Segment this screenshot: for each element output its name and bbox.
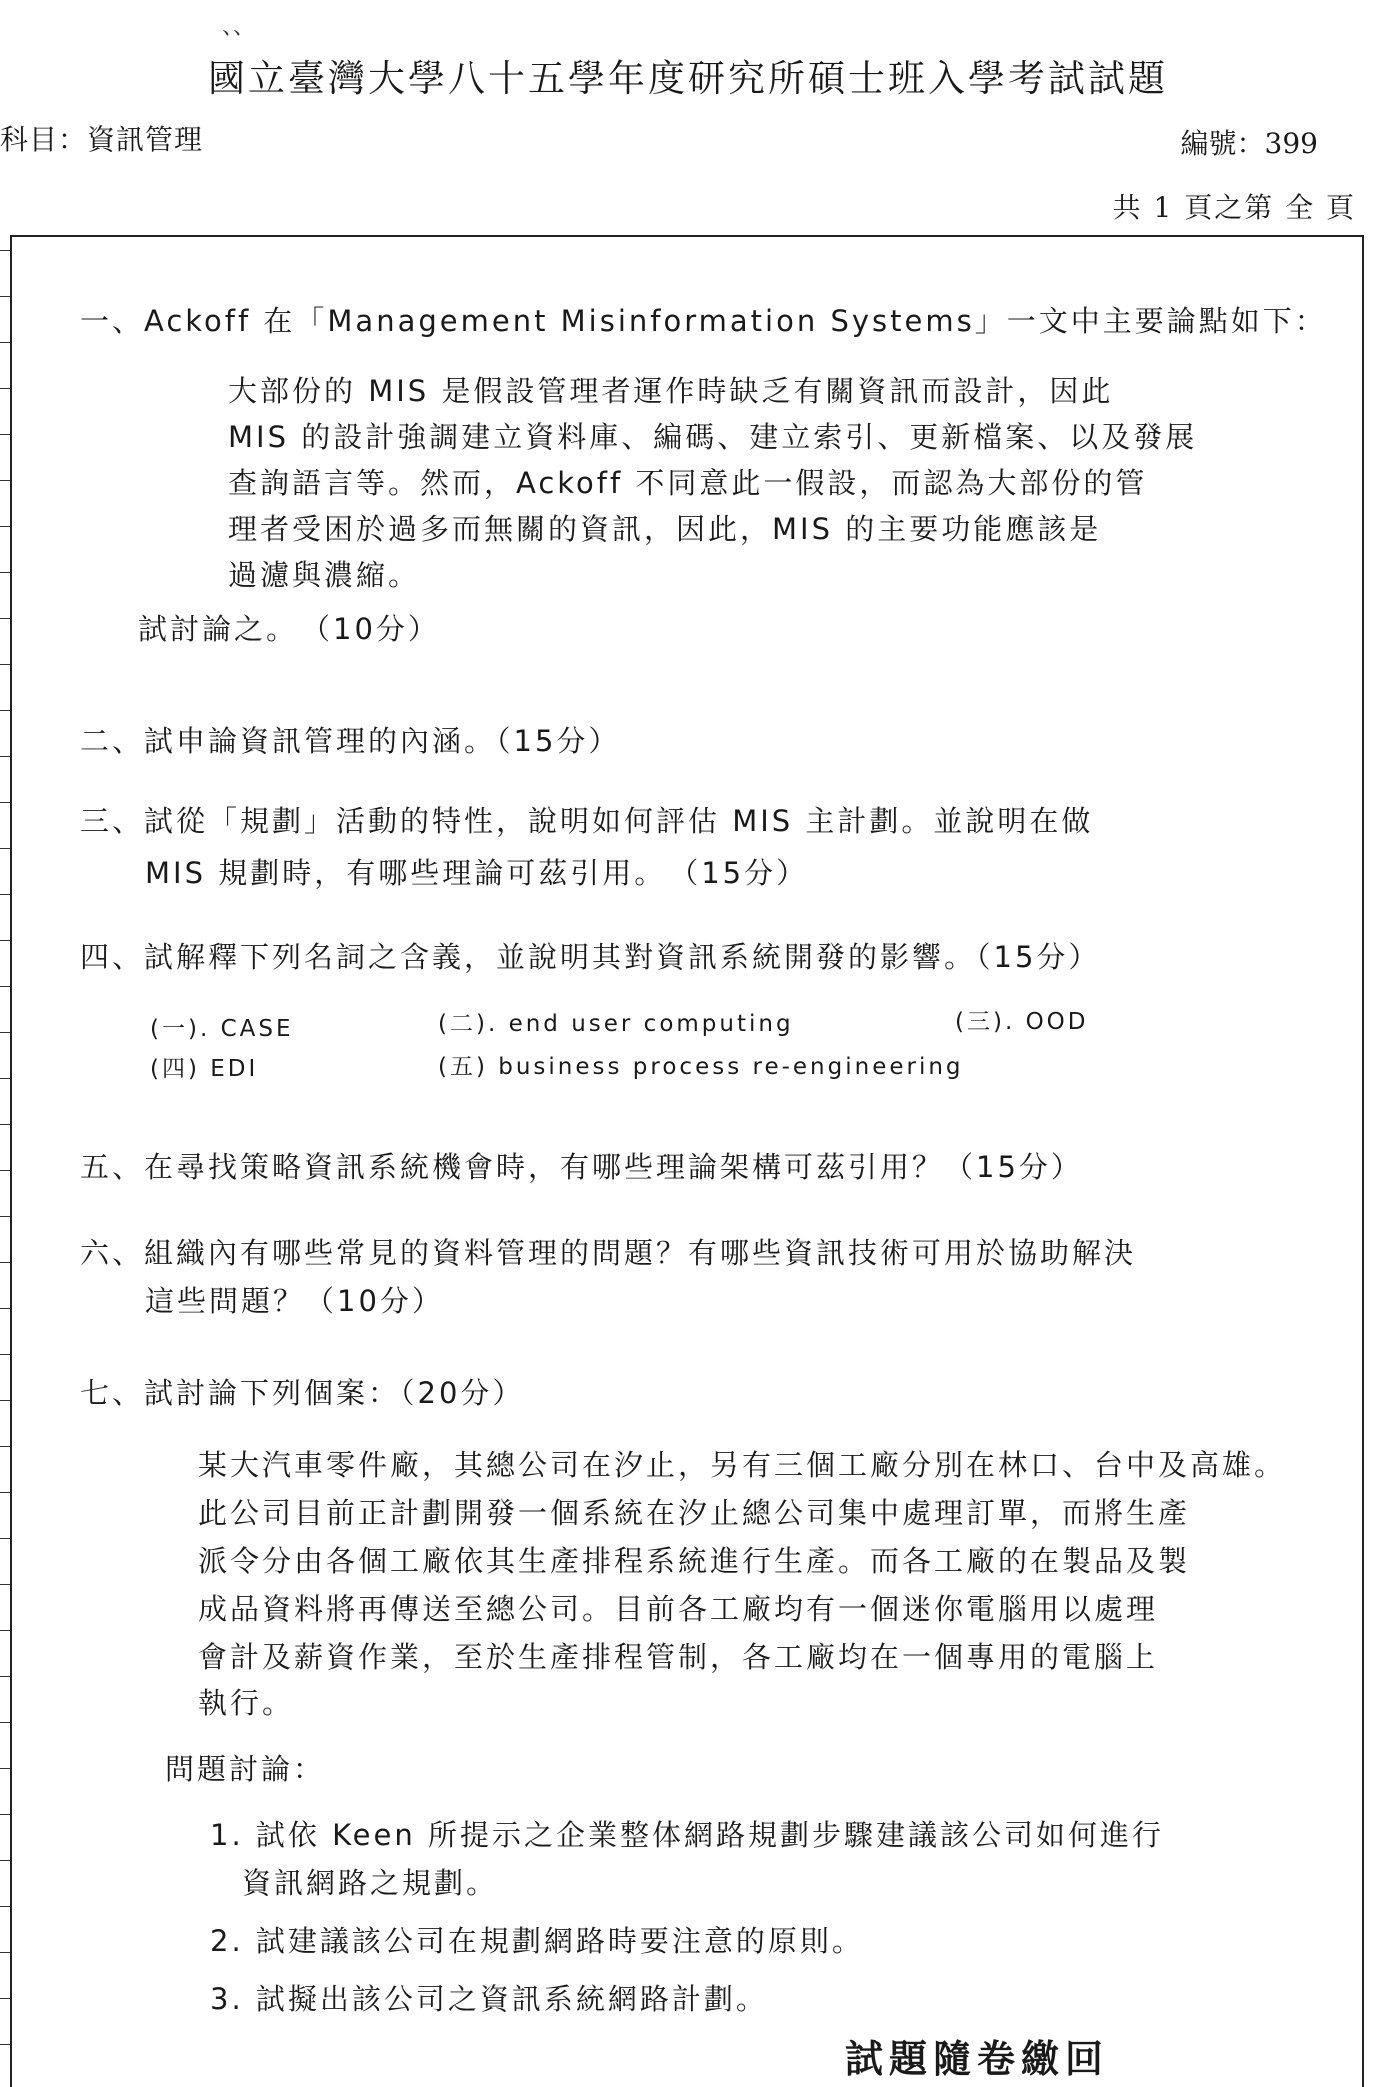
ruler-tick <box>0 1630 10 1631</box>
q1-intro: 一、Ackoff 在「Management Misinformation Systems」一文中主要論點如下： <box>80 304 1327 338</box>
q4-term: (二). end user computing <box>438 1011 794 1037</box>
ruler-tick <box>0 342 10 343</box>
margin-mark: 、、 <box>222 15 256 40</box>
ruler-tick <box>0 756 10 757</box>
ruler-tick <box>0 1446 10 1447</box>
q3-line: 三、試從「規劃」活動的特性，說明如何評估 MIS 主計劃。並說明在做 <box>80 804 1094 838</box>
q4-term: (三). OOD <box>955 1009 1089 1035</box>
q7-title: 七、試討論下列個案：（20分） <box>80 1376 525 1410</box>
ruler-tick <box>0 940 10 941</box>
ruler-tick <box>0 434 10 435</box>
q7-item: 3. 試擬出該公司之資訊系統網路計劃。 <box>210 1982 768 2016</box>
ruler-tick <box>0 296 10 297</box>
ruler-tick <box>0 1032 10 1033</box>
ruler-tick <box>0 1170 10 1171</box>
q4-term: (五) business process re-engineering <box>438 1054 964 1080</box>
ruler-tick <box>0 250 10 251</box>
q7-item: 資訊網路之規劃。 <box>242 1866 499 1900</box>
q1-body-line: 查詢語言等。然而，Ackoff 不同意此一假設，而認為大部份的管 <box>228 466 1148 500</box>
ruler-tick <box>0 1538 10 1539</box>
q7-case-line: 成品資料將再傳送至總公司。目前各工廠均有一個迷你電腦用以處理 <box>198 1592 1159 1626</box>
q4-text: 四、試解釋下列名詞之含義，並說明其對資訊系統開發的影響。（15分） <box>80 940 1101 974</box>
ruler-tick <box>0 664 10 665</box>
exam-code: 編號：399 <box>1180 127 1318 160</box>
ruler-tick <box>0 986 10 987</box>
q7-case-line: 執行。 <box>198 1686 295 1720</box>
q1-body-line: 大部份的 MIS 是假設管理者運作時缺乏有關資訊而設計，因此 <box>228 374 1114 408</box>
q7-discussion-label: 問題討論： <box>165 1752 326 1786</box>
q1-task: 試討論之。 （10分） <box>138 612 440 646</box>
ruler-tick <box>0 1814 10 1815</box>
q2-text: 二、試申論資訊管理的內涵。（15分） <box>80 724 621 758</box>
q1-body-line: 過濾與濃縮。 <box>228 558 421 592</box>
ruler-tick <box>0 1676 10 1677</box>
q7-case-line: 此公司目前正計劃開發一個系統在汐止總公司集中處理訂單，而將生產 <box>198 1496 1191 1530</box>
ruler-tick <box>0 1860 10 1861</box>
q1-body-line: MIS 的設計強調建立資料庫、編碼、建立索引、更新檔案、以及發展 <box>228 420 1198 454</box>
page-info: 共 1 頁之第 全 頁 <box>1112 191 1356 224</box>
ruler-tick <box>0 1492 10 1493</box>
q7-item: 1. 試依 Keen 所提示之企業整体網路規劃步驟建議該公司如何進行 <box>210 1818 1164 1852</box>
q7-item: 2. 試建議該公司在規劃網路時要注意的原則。 <box>210 1924 864 1958</box>
ruler-tick <box>0 1354 10 1355</box>
ruler-tick <box>0 1216 10 1217</box>
q6-line: 六、組織內有哪些常見的資料管理的問題？有哪些資訊技術可用於協助解決 <box>80 1236 1137 1270</box>
ruler-tick <box>0 572 10 573</box>
ruler-tick <box>0 2044 10 2045</box>
ruler-tick <box>0 802 10 803</box>
ruler-tick <box>0 1308 10 1309</box>
ruler-tick <box>0 480 10 481</box>
q7-case-line: 會計及薪資作業，至於生產排程管制，各工廠均在一個專用的電腦上 <box>198 1640 1159 1674</box>
ruler-tick <box>0 1400 10 1401</box>
q4-term: (一). CASE <box>150 1016 294 1042</box>
ruler-tick <box>0 1584 10 1585</box>
ruler-tick <box>0 1722 10 1723</box>
ruler-tick <box>0 1078 10 1079</box>
q7-case-line: 派令分由各個工廠依其生產排程系統進行生產。而各工廠的在製品及製 <box>198 1544 1191 1578</box>
ruler-tick <box>0 388 10 389</box>
q4-term: (四) EDI <box>150 1056 259 1082</box>
ruler-tick <box>0 710 10 711</box>
ruler-tick <box>0 526 10 527</box>
ruler-tick <box>0 618 10 619</box>
q1-body-line: 理者受困於過多而無關的資訊，因此，MIS 的主要功能應該是 <box>228 512 1102 546</box>
ruler-tick <box>0 1124 10 1125</box>
ruler-tick <box>0 1768 10 1769</box>
ruler-tick <box>0 1952 10 1953</box>
ruler-tick <box>0 894 10 895</box>
q7-case-line: 某大汽車零件廠，其總公司在汐止，另有三個工廠分別在林口、台中及高雄。 <box>198 1448 1287 1482</box>
ruler-tick <box>0 848 10 849</box>
q3-line: MIS 規劃時，有哪些理論可茲引用。 （15分） <box>145 856 809 890</box>
q6-line: 這些問題？（10分） <box>145 1284 444 1318</box>
ruler-tick <box>0 1998 10 1999</box>
subject-label: 科目：資訊管理 <box>0 123 204 156</box>
exam-title: 國立臺灣大學八十五學年度研究所碩士班入學考試試題 <box>208 57 1168 100</box>
ruler-tick <box>0 1262 10 1263</box>
ruler-tick <box>0 1906 10 1907</box>
q5-text: 五、在尋找策略資訊系統機會時，有哪些理論架構可茲引用？（15分） <box>80 1150 1083 1184</box>
footer-note: 試題隨卷繳回 <box>845 2036 1110 2081</box>
